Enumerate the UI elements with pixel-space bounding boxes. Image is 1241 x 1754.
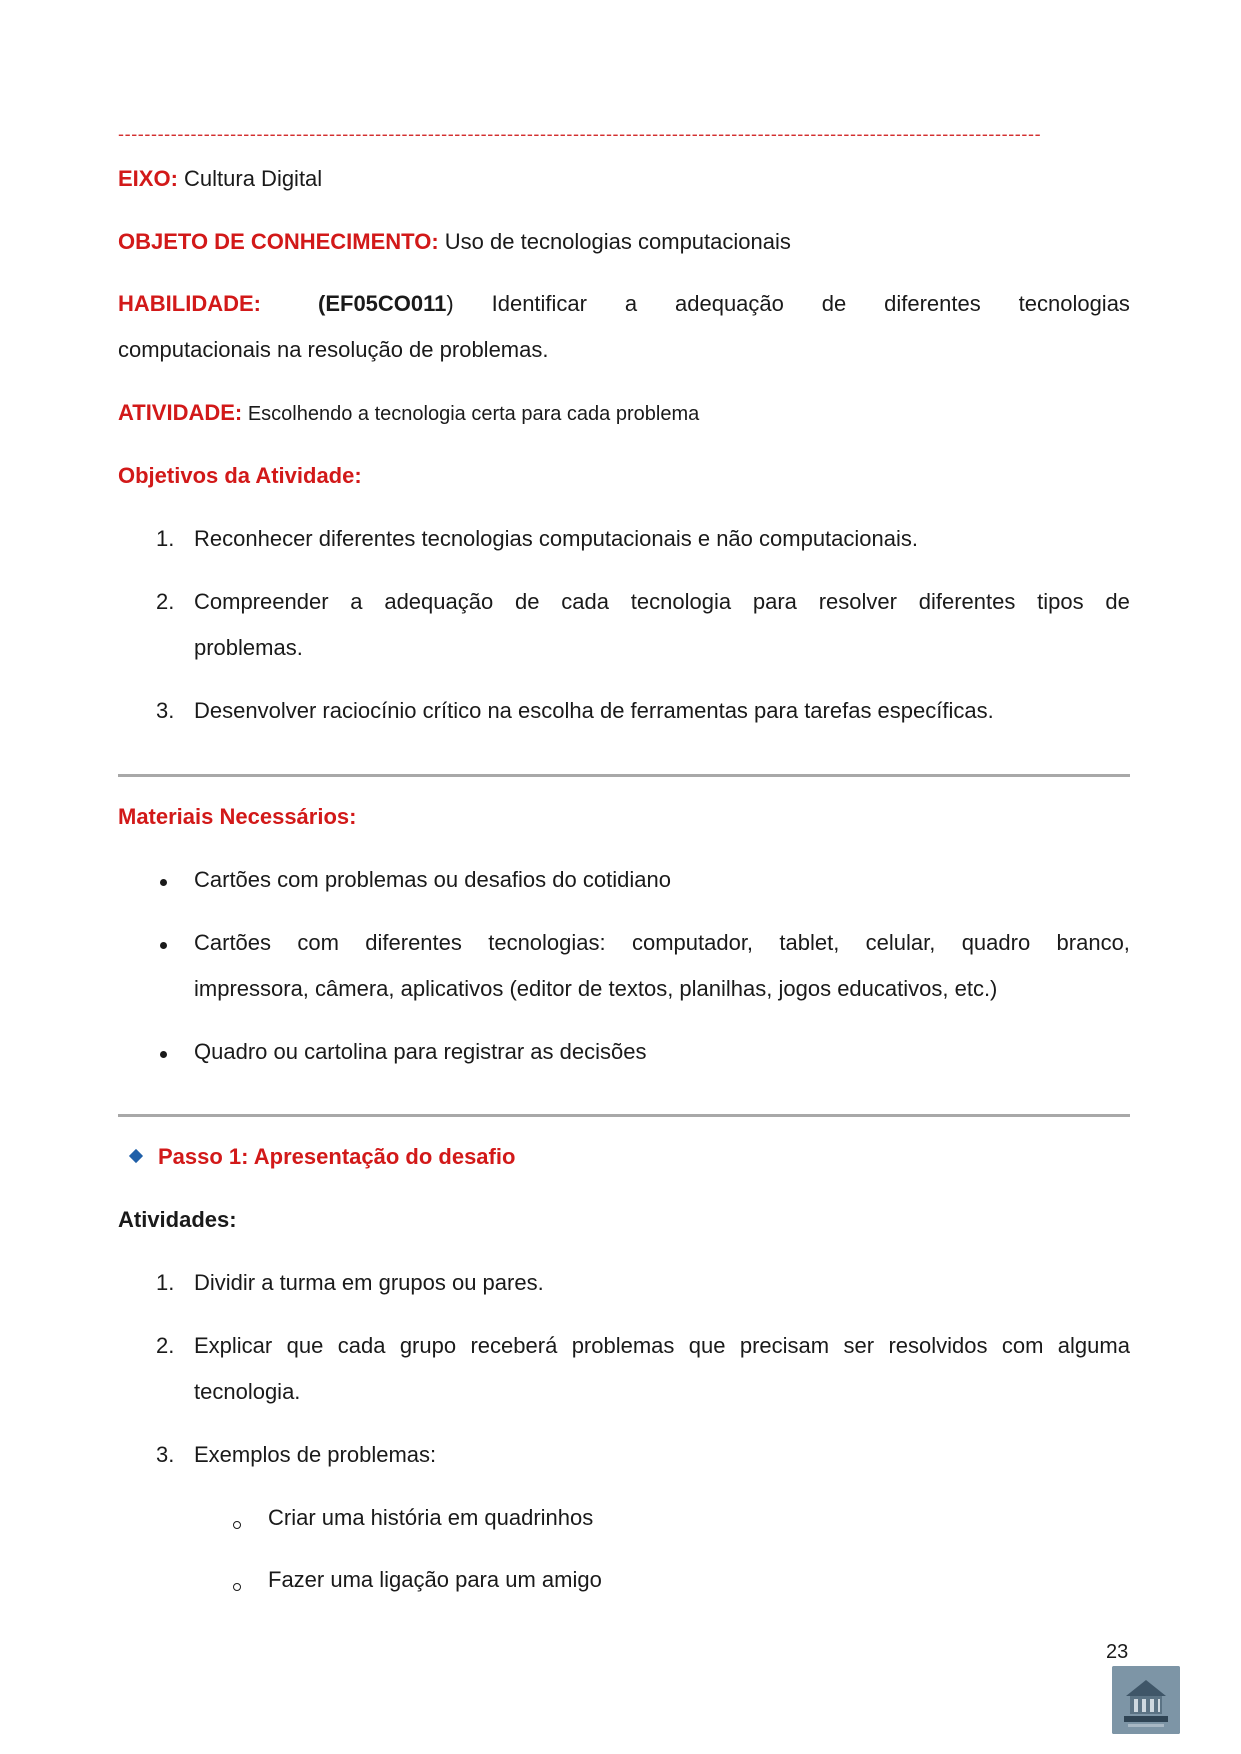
- habilidade-text: [318, 290, 1130, 318]
- material-2-word: quadro: [961, 930, 1031, 955]
- objetivo-2-word: resolver: [818, 589, 897, 614]
- atividade-2-word: com: [1001, 1333, 1044, 1358]
- bullet-icon: [160, 1051, 167, 1058]
- material-2-word: branco,: [1056, 930, 1130, 955]
- horizontal-rule-1: [118, 774, 1130, 777]
- objeto-line: [118, 228, 791, 256]
- atividade-2-word: que: [688, 1333, 726, 1358]
- habilidade-word-3: adequação: [675, 291, 784, 316]
- atividade-line: [118, 399, 699, 428]
- objetivo-2-word: cada: [561, 589, 609, 614]
- atividade-2-word: resolvidos: [888, 1333, 988, 1358]
- circle-bullet-icon: [233, 1583, 241, 1591]
- atividade-item-3: Exemplos de problemas:: [194, 1442, 437, 1467]
- objeto-value: Uso de tecnologias computacionais: [438, 229, 791, 254]
- atividade-2-word: cada: [337, 1333, 386, 1358]
- school-logo-icon: [1112, 1666, 1180, 1734]
- objetivos-title: Objetivos da Atividade:: [118, 463, 362, 488]
- material-2-word: tecnologias:: [488, 930, 606, 955]
- atividade-number-3: 3.: [156, 1442, 175, 1467]
- eixo-label: EIXO:: [118, 166, 178, 191]
- atividade-value: Escolhendo a tecnologia certa para cada problema: [242, 403, 700, 425]
- objetivo-item-3: Desenvolver raciocínio crítico na escolha de ferramentas para tarefas específicas.: [194, 698, 994, 723]
- objetivo-number-2: 2.: [156, 589, 175, 614]
- objetivo-2-word: adequação: [384, 589, 494, 614]
- habilidade-word-5: diferentes: [884, 291, 981, 316]
- horizontal-rule-2: [118, 1114, 1130, 1117]
- circle-bullet-icon: [233, 1521, 241, 1529]
- atividade-2-word: receberá: [470, 1333, 558, 1358]
- eixo-line: [118, 165, 322, 193]
- dashed-separator: --------------------------------------------------------------------------------------------------------------------------------------------: [118, 124, 1042, 144]
- passo1-title: Passo 1: Apresentação do desafio: [158, 1144, 516, 1169]
- sub-item-1: Criar uma história em quadrinhos: [268, 1505, 594, 1530]
- objetivo-2-word: Compreender: [194, 589, 329, 614]
- objetivo-2-word: tipos: [1037, 589, 1084, 614]
- material-2-word: tablet,: [779, 930, 840, 955]
- habilidade-word-4: de: [821, 291, 847, 316]
- bullet-icon: [160, 942, 167, 949]
- objetivo-2-word: de: [515, 589, 540, 614]
- page-number: 23: [1106, 1641, 1129, 1663]
- atividade-label: ATIVIDADE:: [118, 400, 243, 425]
- habilidade-line-2: computacionais na resolução de problemas.: [118, 337, 549, 362]
- objetivo-2-word: diferentes: [918, 589, 1016, 614]
- material-item-2-line-2: impressora, câmera, aplicativos (editor de textos, planilhas, jogos educativos, etc.): [194, 976, 998, 1001]
- atividade-2-word: ser: [843, 1333, 875, 1358]
- objetivo-2-word: de: [1105, 589, 1130, 614]
- material-item-1: Cartões com problemas ou desafios do cotidiano: [194, 867, 671, 892]
- material-2-word: com: [297, 930, 339, 955]
- sub-item-2: Fazer uma ligação para um amigo: [268, 1567, 602, 1592]
- objetivo-2-word: a: [350, 589, 363, 614]
- material-2-word: diferentes: [365, 930, 462, 955]
- objetivo-2-word: tecnologia: [630, 589, 732, 614]
- habilidade-word-1: Identificar: [491, 291, 587, 316]
- diamond-bullet-icon: [129, 1149, 143, 1163]
- objetivo-item-2-line-2: problemas.: [194, 635, 303, 660]
- material-2-word: celular,: [865, 930, 936, 955]
- material-2-word: computador,: [631, 930, 754, 955]
- habilidade-code: (EF05CO011: [318, 291, 447, 316]
- objetivo-2-word: para: [752, 589, 797, 614]
- atividade-item-1: Dividir a turma em grupos ou pares.: [194, 1270, 544, 1295]
- atividade-number-1: 1.: [156, 1270, 175, 1295]
- eixo-value: Cultura Digital: [177, 166, 323, 191]
- atividade-2-word: alguma: [1057, 1333, 1130, 1358]
- bullet-icon: [160, 879, 167, 886]
- material-item-2-line-1: [194, 929, 1130, 957]
- habilidade-word-6: tecnologias: [1018, 291, 1130, 316]
- atividade-2-word: que: [286, 1333, 324, 1358]
- objetivo-number-3: 3.: [156, 698, 175, 723]
- materiais-title: Materiais Necessários:: [118, 804, 357, 829]
- habilidade-code-group: [318, 290, 454, 318]
- objetivo-item-1: Reconhecer diferentes tecnologias computacionais e não computacionais.: [194, 526, 918, 551]
- objetivo-item-2-line-1: [194, 588, 1130, 616]
- material-2-word: Cartões: [194, 930, 272, 955]
- habilidade-label-group: [118, 290, 261, 318]
- habilidade-label: HABILIDADE:: [118, 291, 261, 316]
- habilidade-line-1: [118, 290, 1130, 318]
- atividade-item-2-line-2: tecnologia.: [194, 1379, 301, 1404]
- atividade-2-word: problemas: [571, 1333, 675, 1358]
- objeto-label: OBJETO DE CONHECIMENTO:: [118, 229, 439, 254]
- material-item-3: Quadro ou cartolina para registrar as decisões: [194, 1039, 647, 1064]
- atividades-label: Atividades:: [118, 1207, 237, 1232]
- habilidade-word-0: ): [446, 291, 454, 316]
- atividade-number-2: 2.: [156, 1333, 175, 1358]
- objetivo-number-1: 1.: [156, 526, 175, 551]
- atividade-2-word: grupo: [399, 1333, 457, 1358]
- habilidade-word-2: a: [624, 291, 638, 316]
- atividade-2-word: precisam: [739, 1333, 830, 1358]
- atividade-item-2-line-1: [194, 1332, 1130, 1360]
- atividade-2-word: Explicar: [194, 1333, 273, 1358]
